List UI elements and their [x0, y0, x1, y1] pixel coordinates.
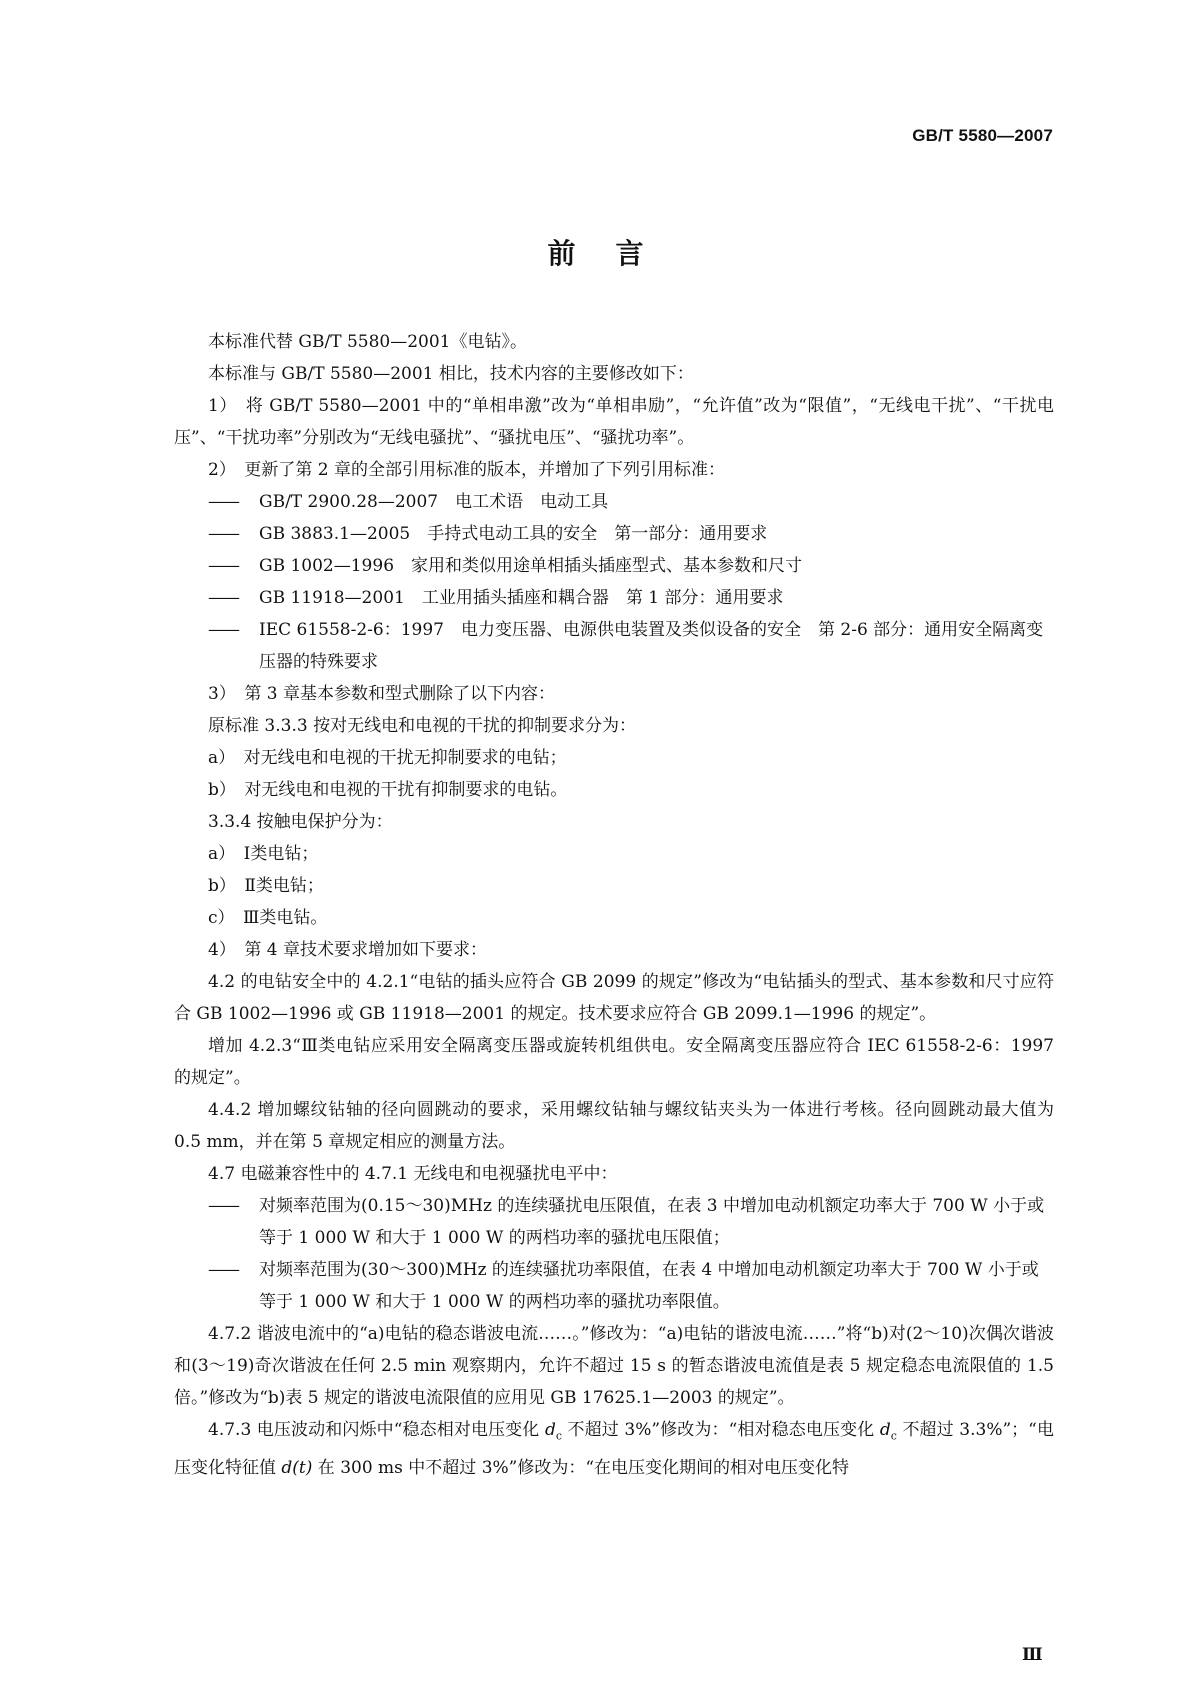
dash-mark: —— — [208, 556, 238, 576]
variable: d(t) — [281, 1458, 313, 1479]
paragraph — [174, 1414, 1054, 1484]
paragraph: 3） 第 3 章基本参数和型式删除了以下内容： — [208, 684, 555, 704]
list-item: a） 对无线电和电视的干扰无抑制要求的电钻； — [208, 748, 567, 768]
emc-text: 对频率范围为(0.15～30)MHz 的连续骚扰电压限值，在表 3 中增加电动机额定功率大于 700 W 小于或等于 1 000 W 和大于 1 000 W 的两档功率的骚扰电压限值； — [259, 1196, 1045, 1248]
reference-text: GB 1002—1996 家用和类似用途单相插头插座型式、基本参数和尺寸 — [259, 556, 803, 576]
paragraph: 本标准与 GB/T 5580—2001 相比，技术内容的主要修改如下： — [208, 364, 694, 384]
text-run: 不超过 3.3%”；“电压变化特征值 — [174, 1420, 1054, 1479]
dash-mark: —— — [208, 1196, 238, 1216]
paragraph: 原标准 3.3.3 按对无线电和电视的干扰的抑制要求分为： — [208, 716, 637, 736]
reference-item — [174, 614, 1054, 678]
emc-text: 对频率范围为(30～300)MHz 的连续骚扰功率限值，在表 4 中增加电动机额定功率大于 700 W 小于或等于 1 000 W 和大于 1 000 W 的两档功率的骚扰功率限值。 — [259, 1260, 1039, 1312]
dash-mark: —— — [208, 524, 238, 544]
reference-text: GB/T 2900.28—2007 电工术语 电动工具 — [259, 492, 609, 512]
reference-item — [174, 550, 1054, 582]
reference-item — [174, 518, 1054, 550]
dash-mark: —— — [208, 492, 238, 512]
list-item: a） Ⅰ类电钻； — [208, 844, 319, 864]
paragraph: 4.7 电磁兼容性中的 4.7.1 无线电和电视骚扰电平中： — [208, 1164, 618, 1184]
subscript: c — [890, 1429, 897, 1443]
list-item: b） Ⅱ类电钻； — [208, 876, 324, 896]
dash-mark: —— — [208, 620, 238, 640]
reference-item — [174, 582, 1054, 614]
reference-text: GB 3883.1—2005 手持式电动工具的安全 第一部分：通用要求 — [259, 524, 768, 544]
paragraph: 2） 更新了第 2 章的全部引用标准的版本，并增加了下列引用标准： — [208, 460, 725, 480]
dash-mark: —— — [208, 1260, 238, 1280]
list-item: b） 对无线电和电视的干扰有抑制要求的电钻。 — [208, 780, 568, 800]
reference-text: GB 11918—2001 工业用插头插座和耦合器 第 1 部分：通用要求 — [259, 588, 784, 608]
text-run: 在 300 ms 中不超过 3%”修改为：“在电压变化期间的相对电压变化特 — [312, 1458, 850, 1479]
paragraph: 4.4.2 增加螺纹钻轴的径向圆跳动的要求，采用螺纹钻轴与螺纹钻夹头为一体进行考核。径向圆跳动最大值为 0.5 mm，并在第 5 章规定相应的测量方法。 — [174, 1100, 1054, 1152]
paragraph: 4） 第 4 章技术要求增加如下要求： — [208, 940, 487, 960]
paragraph: 1） 将 GB/T 5580—2001 中的“单相串激”改为“单相串励”，“允许值”改为“限值”，“无线电干扰”、“干扰电压”、“干扰功率”分别改为“无线电骚扰”、“骚扰电压”、“骚扰功率”。 — [174, 396, 1054, 448]
paragraph: 3.3.4 按触电保护分为： — [208, 812, 393, 832]
page-number: Ⅲ — [1022, 1645, 1043, 1665]
emc-item — [174, 1254, 1054, 1318]
text-run: 不超过 3%”修改为：“相对稳态电压变化 — [562, 1420, 880, 1440]
list-item: c） Ⅲ类电钻。 — [208, 908, 328, 928]
variable: d — [879, 1420, 891, 1440]
standard-number: GB/T 5580—2007 — [912, 126, 1053, 145]
paragraph: 增加 4.2.3“Ⅲ类电钻应采用安全隔离变压器或旋转机组供电。安全隔离变压器应符合 IEC 61558-2-6：1997 的规定”。 — [174, 1036, 1054, 1088]
reference-item — [174, 486, 1054, 518]
paragraph: 4.2 的电钻安全中的 4.2.1“电钻的插头应符合 GB 2099 的规定”修改为“电钻插头的型式、基本参数和尺寸应符合 GB 1002—1996 或 GB 11918—2001 的规定。技术要求应符合 GB 2099.1—1996 的规定”。 — [174, 972, 1054, 1024]
paragraph: 4.7.2 谐波电流中的“a)电钻的稳态谐波电流……。”修改为：“a)电钻的谐波电流……”将“b)对(2～10)次偶次谐波和(3～19)奇次谐波在任何 2.5 min 观察期内，允许不超过 15 s 的暂态谐波电流值是表 5 规定稳态电流限值的 1.5 倍。”修改为“b)表 5 规定的谐波电流限值的应用见 GB 17625.1—2003 的规定”。 — [174, 1324, 1054, 1408]
emc-item — [174, 1190, 1054, 1254]
page-title: 前言 — [547, 237, 684, 270]
reference-text: IEC 61558-2-6：1997 电力变压器、电源供电装置及类似设备的安全 第 2-6 部分：通用安全隔离变压器的特殊要求 — [259, 620, 1044, 672]
text-run: 4.7.3 电压波动和闪烁中“稳态相对电压变化 — [208, 1420, 545, 1440]
dash-mark: —— — [208, 588, 238, 608]
document-body — [174, 326, 1054, 1484]
variable: d — [544, 1420, 556, 1440]
subscript: c — [555, 1429, 562, 1443]
paragraph: 本标准代替 GB/T 5580—2001《电钻》。 — [208, 332, 527, 352]
